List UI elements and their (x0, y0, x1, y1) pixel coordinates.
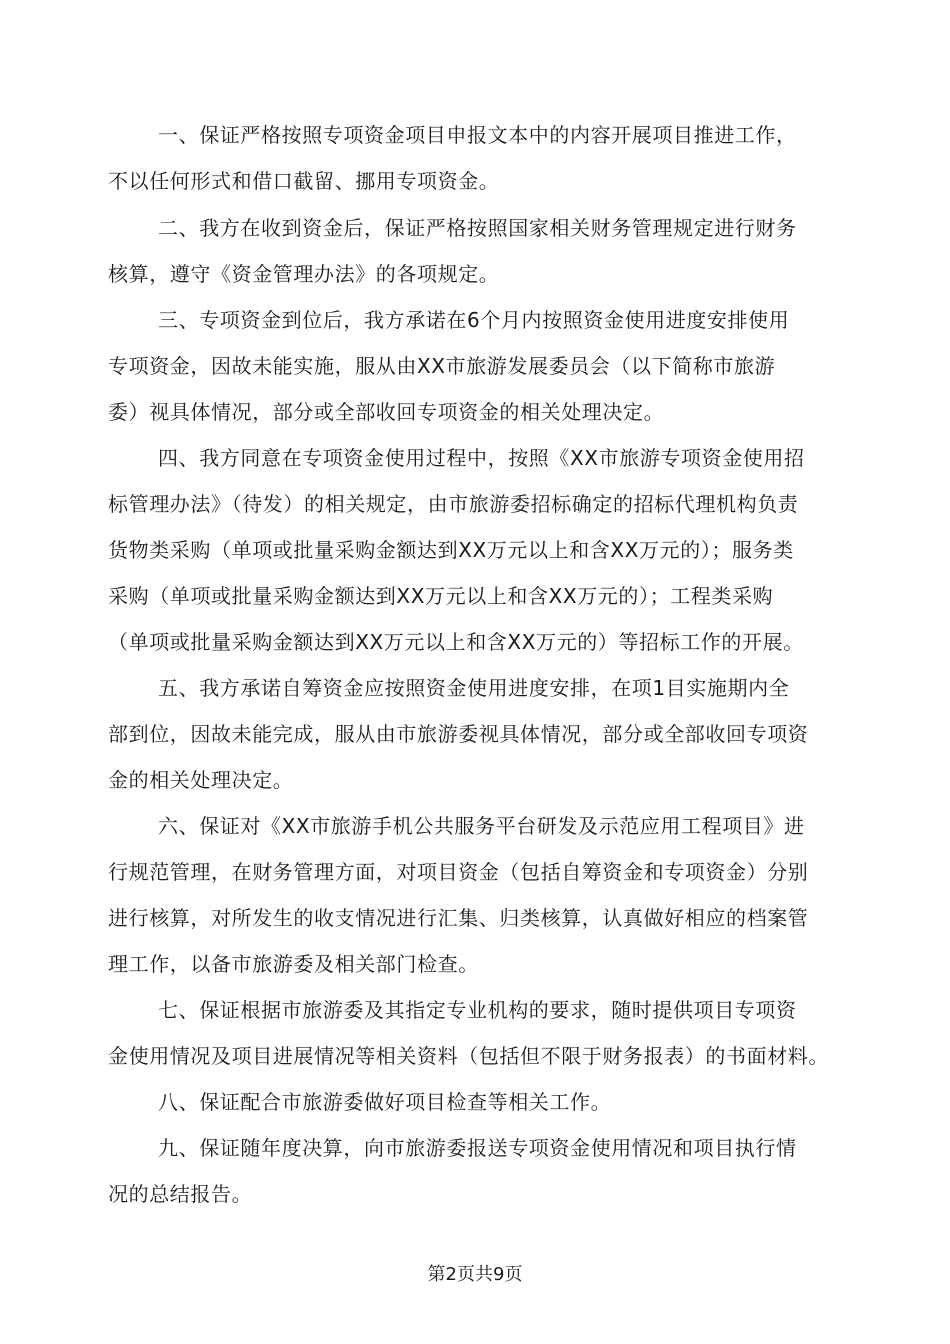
paragraph-3-line-2: 专项资金，因故未能实施，服从由XX市旅游发展委员会（以下简称市旅游 (108, 354, 776, 378)
paragraph-7-line-2: 金使用情况及项目进展情况等相关资料（包括但不限于财务报表）的书面材料。 (108, 1044, 829, 1068)
paragraph-8-line-1: 八、保证配合市旅游委做好项目检查等相关工作。 (158, 1090, 612, 1114)
paragraph-4-line-1: 四、我方同意在专项资金使用过程中，按照《XX市旅游专项资金使用招 (158, 446, 805, 470)
paragraph-9-line-1: 九、保证随年度决算，向市旅游委报送专项资金使用情况和项目执行情 (158, 1136, 797, 1160)
paragraph-6-line-3: 进行核算，对所发生的收支情况进行汇集、归类核算，认真做好相应的档案管 (108, 906, 809, 930)
paragraph-4-line-2: 标管理办法》（待发）的相关规定，由市旅游委招标确定的招标代理机构负责 (108, 492, 799, 516)
paragraph-2-line-1: 二、我方在收到资金后，保证严格按照国家相关财务管理规定进行财务 (158, 216, 797, 240)
paragraph-3-line-1: 三、专项资金到位后，我方承诺在6个月内按照资金使用进度安排使用 (158, 308, 790, 332)
paragraph-5-line-3: 金的相关处理决定。 (108, 768, 294, 792)
paragraph-7-line-1: 七、保证根据市旅游委及其指定专业机构的要求，随时提供项目专项资 (158, 998, 797, 1022)
paragraph-6-line-4: 理工作，以备市旅游委及相关部门检查。 (108, 952, 479, 976)
paragraph-1-line-1: 一、保证严格按照专项资金项目申报文本中的内容开展项目推进工作， (158, 123, 797, 147)
page-number-footer: 第2页共9页 (427, 1264, 523, 1285)
paragraph-5-line-2: 部到位，因故未能完成，服从由市旅游委视具体情况，部分或全部收回专项资 (108, 722, 809, 746)
paragraph-2-line-2: 核算，遵守《资金管理办法》的各项规定。 (108, 262, 500, 286)
paragraph-1-line-2: 不以任何形式和借口截留、挪用专项资金。 (108, 169, 500, 193)
paragraph-6-line-2: 行规范管理，在财务管理方面，对项目资金（包括自筹资金和专项资金）分别 (108, 860, 809, 884)
paragraph-3-line-3: 委）视具体情况，部分或全部收回专项资金的相关处理决定。 (108, 400, 665, 424)
paragraph-4-line-5: （单项或批量采购金额达到XX万元以上和含XX万元的）等招标工作的开展。 (108, 630, 804, 654)
paragraph-4-line-4: 采购（单项或批量采购金额达到XX万元以上和含XX万元的）；工程类采购 (108, 584, 774, 608)
paragraph-4-line-3: 货物类采购（单项或批量采购金额达到XX万元以上和含XX万元的）；服务类 (108, 538, 794, 562)
paragraph-5-line-1: 五、我方承诺自筹资金应按照资金使用进度安排，在项1目实施期内全 (158, 676, 790, 700)
paragraph-6-line-1: 六、保证对《XX市旅游手机公共服务平台研发及示范应用工程项目》进 (158, 814, 805, 838)
paragraph-9-line-2: 况的总结报告。 (108, 1182, 253, 1206)
